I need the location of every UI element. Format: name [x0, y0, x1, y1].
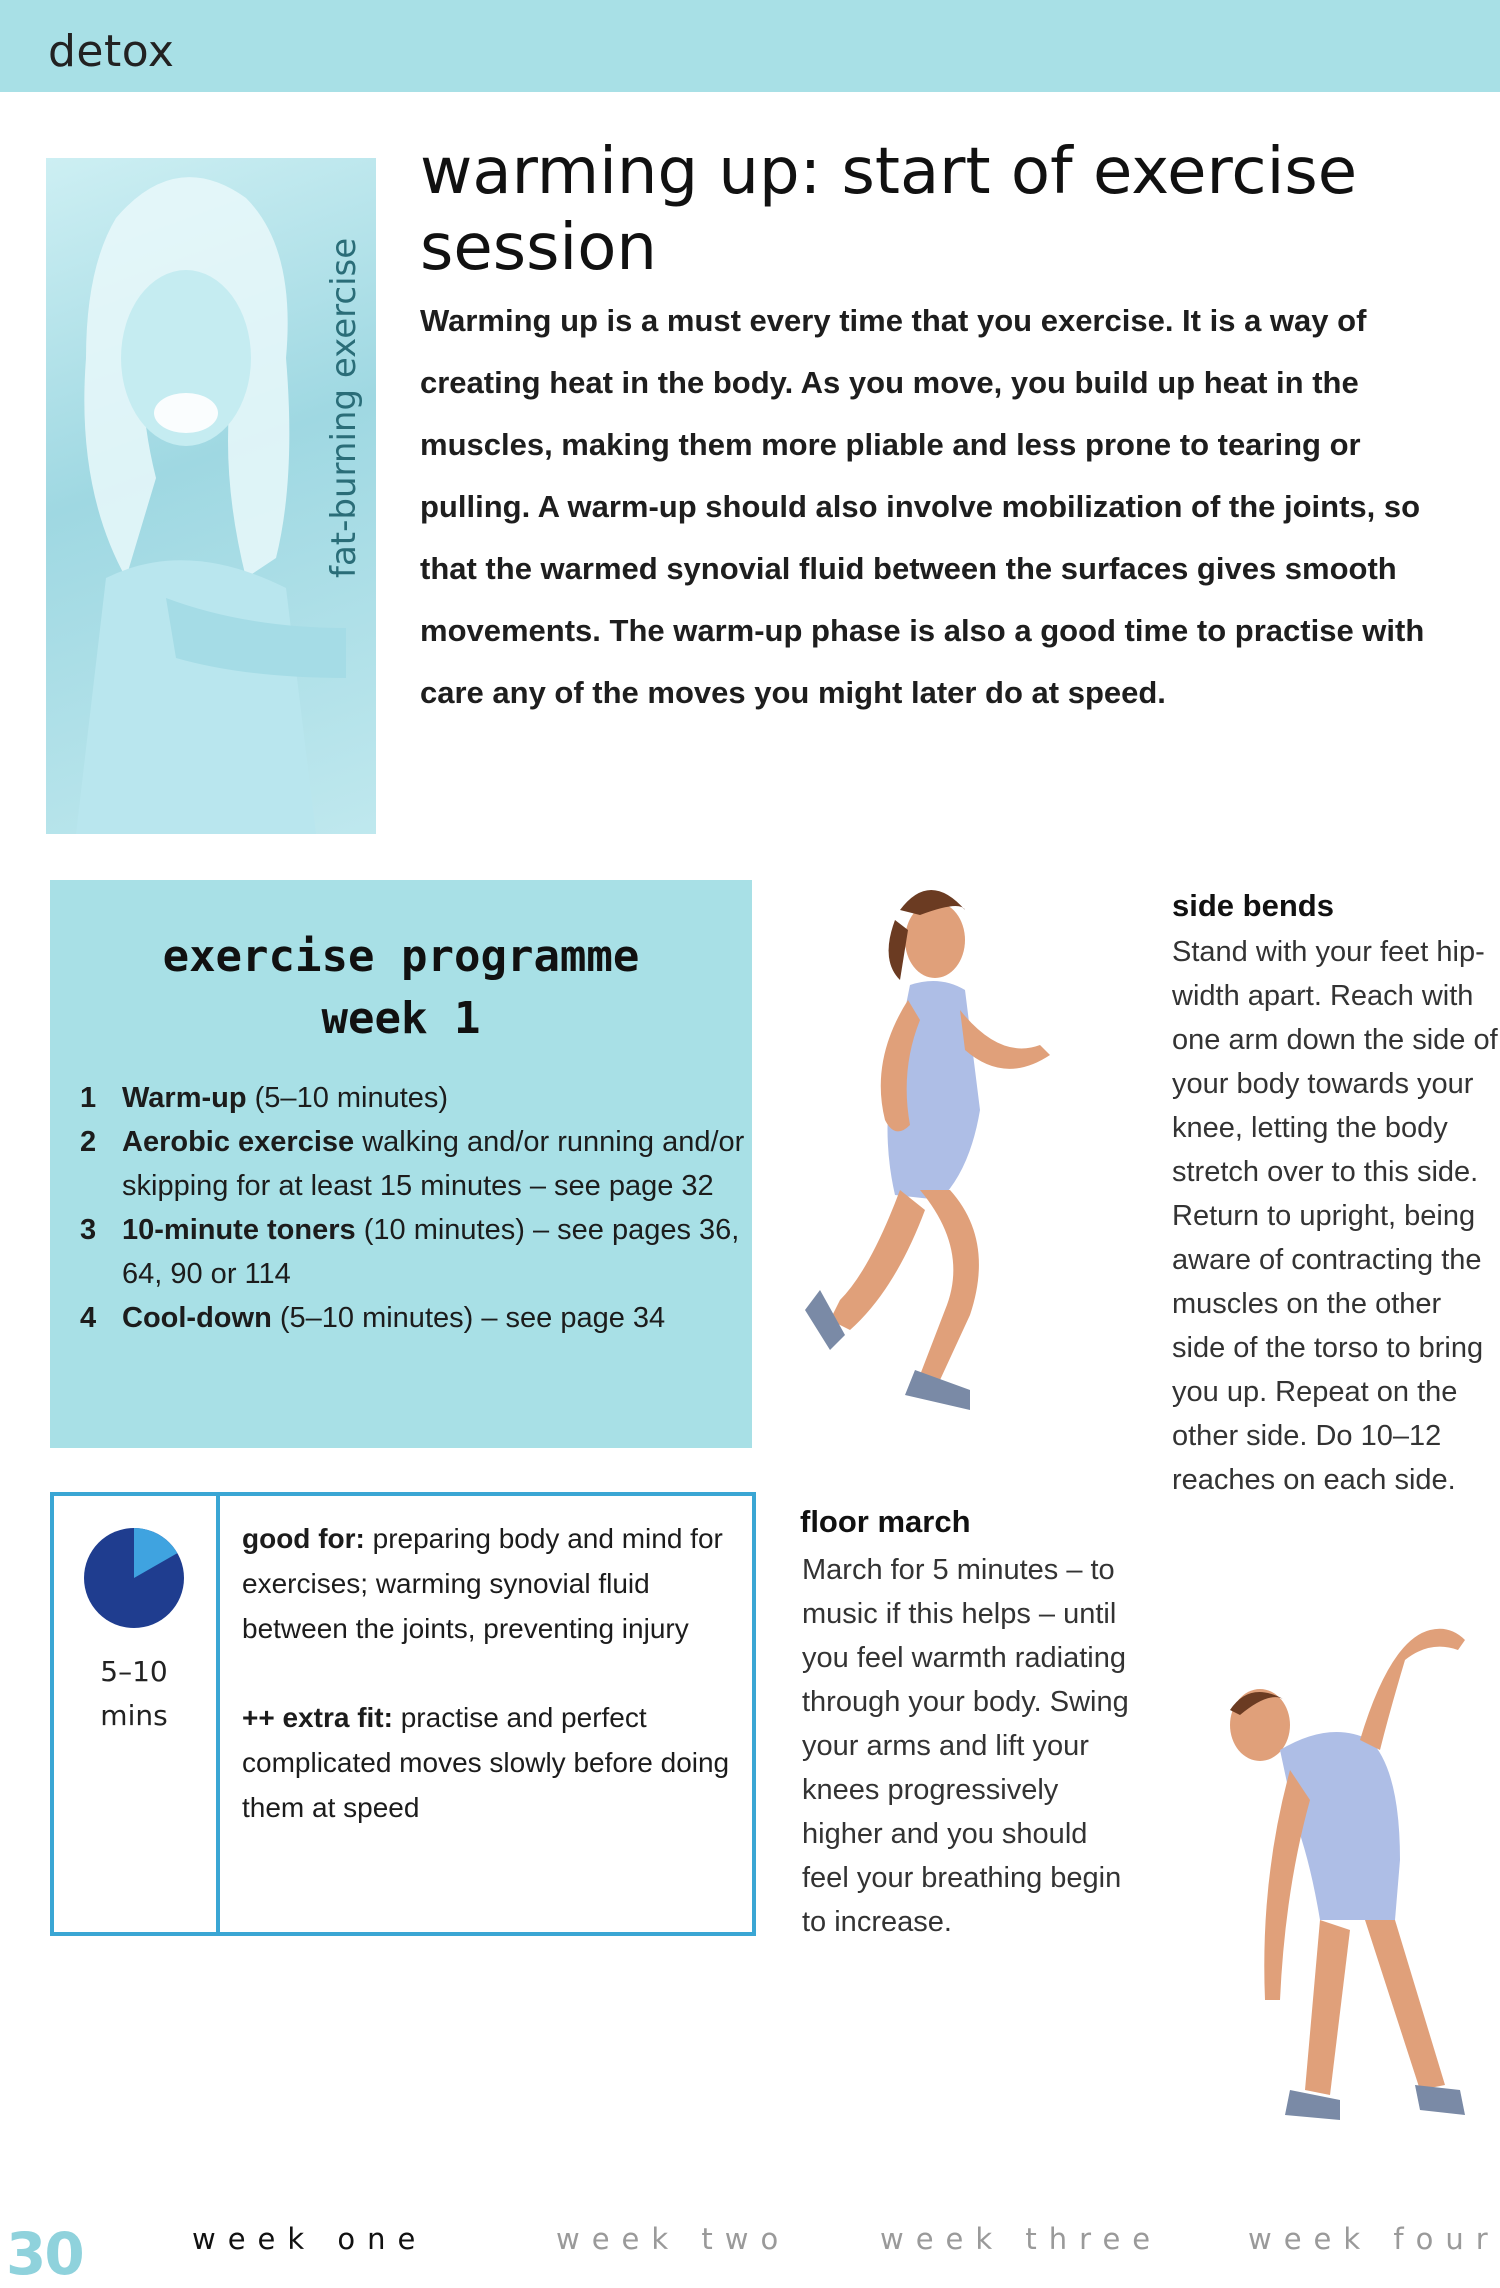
footer-week-one: week one: [192, 2222, 428, 2256]
programme-item-detail: walking and/or running and/or skipping for at least 15 minutes – see page 32: [122, 1126, 745, 1202]
floor-march-title: floor march: [800, 1504, 971, 1539]
programme-item-title: Aerobic exercise: [122, 1126, 355, 1158]
intro-paragraph: Warming up is a must every time that you exercise. It is a way of creating heat in the body. As you move, you build up heat in the muscles, making them more pliable and less prone to tearing or pulling. A warm-up should also involve mobilization of the joints, so that the warmed synovial fluid between the surfaces gives smooth movements. The warm-up phase is also a good time to practise with care any of the moves you might later do at speed.: [420, 303, 1425, 710]
programme-title: [50, 926, 752, 1050]
programme-item-number: 4: [80, 1302, 97, 1334]
header-bar: [0, 0, 1500, 92]
duration-unit: mins: [100, 1699, 168, 1732]
programme-item-number: 2: [80, 1126, 97, 1158]
programme-item-detail: (5–10 minutes) – see page 34: [271, 1302, 666, 1334]
extra-fit-label: ++ extra fit:: [242, 1702, 393, 1733]
floor-march-text: March for 5 minutes – to music if this helps – until you feel warmth radiating through your body. Swing your arms and lift your knees progressively higher and you should feel your breathing begin to increase.: [802, 1554, 1129, 1938]
side-bends-text: Stand with your feet hip-width apart. Reach with one arm down the side of your body towards your knee, letting the body stretch over to this side. Return to upright, being aware of contracting the muscles on the other side of the torso to bring you up. Repeat on the other side. Do 10–12 reaches on each side.: [1172, 936, 1498, 1496]
floor-march-photo: [800, 870, 1100, 1450]
programme-item-number: 1: [80, 1082, 97, 1114]
programme-item-number: 3: [80, 1214, 97, 1246]
extra-fit-paragraph: [242, 1695, 742, 1830]
programme-item: [80, 1120, 752, 1208]
duration-label: [64, 1650, 204, 1738]
marching-woman-illustration: [800, 870, 1100, 1450]
side-bending-woman-illustration: [1190, 1620, 1490, 2160]
good-for-text: [242, 1516, 742, 1830]
extra-fit-detail: practise and perfect complicated moves slowly before doing them at speed: [242, 1702, 730, 1823]
programme-item-detail: (5–10 minutes): [246, 1082, 449, 1114]
side-bends-title: side bends: [1172, 888, 1334, 923]
good-for-paragraph: [242, 1516, 742, 1651]
section-label: detox: [48, 26, 175, 77]
footer-week-three: week three: [880, 2222, 1163, 2256]
footer-week-four: week four: [1248, 2222, 1500, 2256]
page-title: warming up: start of exercise session: [420, 135, 1358, 285]
good-for-box: [50, 1492, 756, 1936]
programme-title-line2: week 1: [321, 993, 481, 1044]
side-bends-photo: [1190, 1620, 1490, 2160]
programme-item-detail: (10 minutes) – see pages 36, 64, 90 or 114: [122, 1214, 740, 1290]
box-divider: [216, 1496, 220, 1932]
page-number: 30: [6, 2220, 83, 2288]
programme-title-line1: exercise programme: [162, 931, 640, 982]
duration-value: 5–10: [100, 1655, 168, 1688]
clock-icon: [82, 1526, 186, 1630]
programme-item: [80, 1076, 752, 1120]
footer-week-two: week two: [556, 2222, 791, 2256]
programme-list: [50, 1076, 752, 1340]
programme-item-title: Warm-up: [122, 1082, 247, 1114]
vertical-category-label: [316, 178, 376, 578]
programme-item: [80, 1208, 752, 1296]
exercise-programme-panel: [50, 880, 752, 1448]
programme-item: [80, 1296, 752, 1340]
vertical-category-text: fat-burning exercise: [324, 237, 364, 578]
programme-item-title: 10-minute toners: [122, 1214, 356, 1246]
programme-item-title: Cool-down: [122, 1302, 272, 1334]
good-for-label: good for:: [242, 1523, 365, 1554]
good-for-detail: preparing body and mind for exercises; warming synovial fluid between the joints, preventing injury: [242, 1523, 723, 1644]
